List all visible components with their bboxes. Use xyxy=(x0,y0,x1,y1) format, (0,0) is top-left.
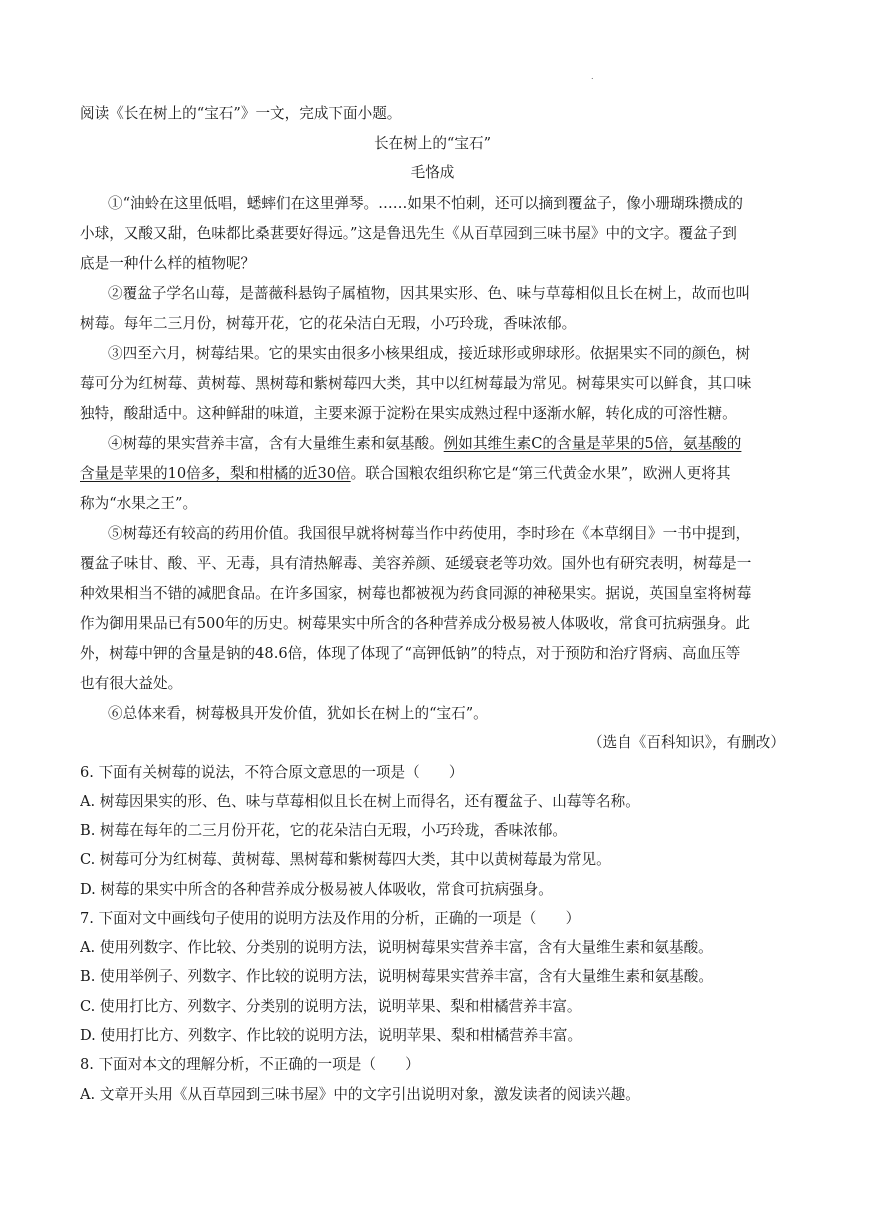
question-8-text-end: 的一项是（ ） xyxy=(302,1056,420,1073)
question-7-option-d: D. 使用打比方、列数字、作比较的说明方法，说明苹果、梨和柑橘营养丰富。 xyxy=(80,1027,583,1044)
paragraph-5-line-6: 也有很大益处。 xyxy=(80,675,183,692)
emphasis-char: 合 xyxy=(273,764,289,781)
emphasis-char: 不 xyxy=(244,764,260,781)
question-6-option-a: A. 树莓因果实的形、色、味与草莓相似且长在树上而得名，还有覆盆子、山莓等名称。 xyxy=(80,793,640,810)
question-7-stem: 7. 下面对文中画线句子使用的说明方法及作用的分析，正确的一项是（ ） xyxy=(80,910,581,927)
paragraph-5-line-3: 种效果相当不错的减肥食品。在许多国家，树莓也都被视为药食同源的神秘果实。据说，英国皇室将树莓 xyxy=(80,585,752,602)
paragraph-6: ⑥总体来看，树莓极具开发价值，犹如长在树上的“宝石”。 xyxy=(108,705,488,722)
paragraph-5-line-2: 覆盆子味甘、酸、平、无毒，具有清热解毒、美容养颜、延缓衰老等功效。国外也有研究表明，树莓是一 xyxy=(80,555,752,572)
article-title: 长在树上的“宝石” xyxy=(373,135,492,152)
paragraph-5-line-5: 外，树莓中钾的含量是钠的48.6倍，体现了体现了“高钾低钠”的特点，对于预防和治疗肾病、高血压等 xyxy=(80,645,741,662)
paragraph-4-line-1 xyxy=(80,434,785,454)
article-author: 毛恪成 xyxy=(410,164,455,181)
question-6-option-d: D. 树莓的果实中所含的各种营养成分极易被人体吸收，常食可抗病强身。 xyxy=(80,881,553,898)
paragraph-1-line-1: ①“油蛉在这里低唱，蟋蟀们在这里弹琴。……如果不怕刺，还可以摘到覆盆子，像小珊瑚珠攒成的 xyxy=(108,195,743,212)
question-7-option-c: C. 使用打比方、列数字、分类别的说明方法，说明苹果、梨和柑橘营养丰富。 xyxy=(80,998,582,1015)
paragraph-2-line-1: ②覆盆子学名山莓，是蔷薇科悬钩子属植物，因其果实形、色、味与草莓相似且长在树上，故而也叫 xyxy=(108,285,751,302)
header-dot: . xyxy=(591,72,594,81)
emphasis-char: 确 xyxy=(288,1056,303,1073)
question-6-text-end: 原文意思的一项是（ ） xyxy=(288,764,464,781)
paragraph-3-line-3: 独特，酸甜适中。这种鲜甜的味道，主要来源于淀粉在果实成熟过程中逐渐水解，转化成的可溶性糖。 xyxy=(80,405,737,422)
paragraph-5-line-1: ⑤树莓还有较高的药用价值。我国很早就将树莓当作中药使用，李时珍在《本草纲目》一书中提到， xyxy=(108,525,751,542)
question-6-option-b: B. 树莓在每年的二三月份开花，它的花朵洁白无瑕，小巧玲珑，香味浓郁。 xyxy=(80,822,568,839)
paragraph-3-line-1: ③四至六月，树莓结果。它的果实由很多小核果组成，接近球形或卵球形。依据果实不同的颜色，树 xyxy=(108,345,751,362)
paragraph-4-line-2 xyxy=(80,464,785,484)
underlined-sentence-part-2: 含量是苹果的10倍多，梨和柑橘的近30倍 xyxy=(80,465,351,482)
article-source: （选自《百科知识》，有删改） xyxy=(587,734,785,751)
question-7-option-b: B. 使用举例子、列数字、作比较的说明方法，说明树莓果实营养丰富，含有大量维生素和氨基酸。 xyxy=(80,968,713,985)
question-8-option-a: A. 文章开头用《从百草园到三味书屋》中的文字引出说明对象，激发读者的阅读兴趣。 xyxy=(80,1086,640,1103)
question-6-stem xyxy=(80,763,785,783)
paragraph-2-line-2: 树莓。每年二三月份，树莓开花，它的花朵洁白无瑕，小巧玲珑，香味浓郁。 xyxy=(80,315,577,332)
paragraph-5-line-4: 作为御用果品已有500年的历史。树莓果实中所含的各种营养成分极易被人体吸收，常食可抗病强身。此 xyxy=(80,615,750,632)
emphasis-char: 正 xyxy=(273,1056,289,1073)
paragraph-4-text-2: 。联合国粮农组织称它是“第三代黄金水果”，欧洲人更将其 xyxy=(350,465,731,482)
paragraph-4-line-3: 称为“水果之王”。 xyxy=(80,495,198,512)
paragraph-1-line-2: 小球，又酸又甜，色味都比桑葚要好得远。”这是鲁迅先生《从百草园到三味书屋》中的文字。覆盆子到 xyxy=(80,225,737,242)
question-7-option-a: A. 使用列数字、作比较、分类别的说明方法，说明树莓果实营养丰富，含有大量维生素和氨基酸。 xyxy=(80,939,713,956)
question-6-text: 6. 下面有关树莓的说法， xyxy=(80,764,245,781)
question-8-stem xyxy=(80,1055,785,1075)
underlined-sentence-part-1: 例如其维生素C的含量是苹果的5倍，氨基酸的 xyxy=(443,435,742,452)
paragraph-1-line-3: 底是一种什么样的植物呢？ xyxy=(80,255,256,272)
emphasis-char: 符 xyxy=(259,764,274,781)
paragraph-4-text: ④树莓的果实营养丰富，含有大量维生素和氨基酸。 xyxy=(108,435,444,452)
emphasis-char: 不 xyxy=(259,1056,274,1073)
paragraph-3-line-2: 莓可分为红树莓、黄树莓、黑树莓和紫树莓四大类，其中以红树莓最为常见。树莓果实可以鲜食，其口味 xyxy=(80,375,752,392)
question-6-option-c: C. 树莓可分为红树莓、黄树莓、黑树莓和紫树莓四大类，其中以黄树莓最为常见。 xyxy=(80,851,611,868)
intro-instruction: 阅读《长在树上的“宝石”》一文，完成下面小题。 xyxy=(80,105,402,122)
question-8-text: 8. 下面对本文的理解分析， xyxy=(80,1056,260,1073)
